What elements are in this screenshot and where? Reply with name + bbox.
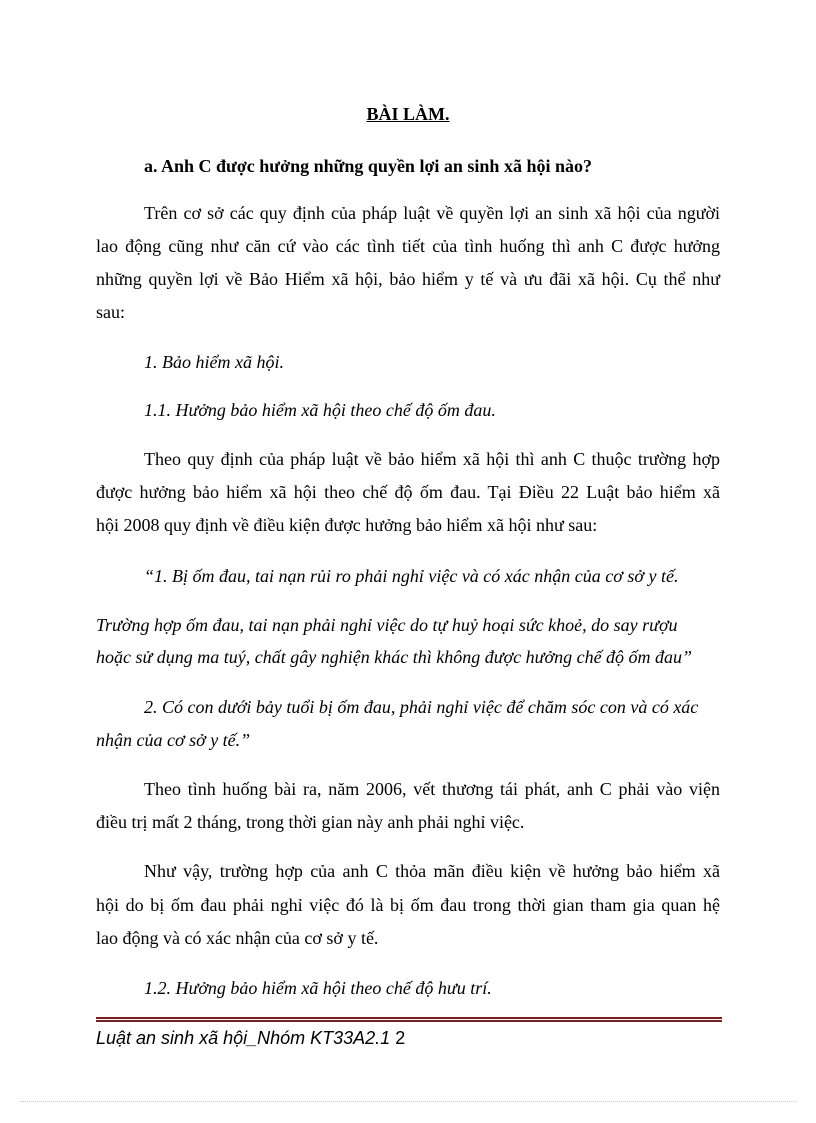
- section-1-2-heading: 1.2. Hưởng bảo hiểm xã hội theo chế độ hưu trí.: [144, 978, 492, 998]
- section-1-heading: 1. Bảo hiểm xã hội.: [144, 352, 284, 372]
- para2-line3: hội 2008 quy định về điều kiện được hưởng bảo hiểm xã hội như sau:: [96, 515, 598, 535]
- page-title: BÀI LÀM.: [366, 104, 450, 124]
- para4-line3: lao động và có xác nhận của cơ sở y tế.: [96, 928, 379, 948]
- quote-line4: 2. Có con dưới bảy tuổi bị ốm đau, phải nghỉ việc để chăm sóc con và có xác: [144, 697, 699, 717]
- para3-line1: Theo tình huống bài ra, năm 2006, vết thương tái phát, anh C phải vào viện: [144, 779, 720, 799]
- heading-a: a. Anh C được hưởng những quyền lợi an sinh xã hội nào?: [144, 156, 592, 176]
- quote-line2: Trường hợp ốm đau, tai nạn phải nghỉ việc do tự huỷ hoại sức khoẻ, do say rượu: [96, 615, 678, 635]
- para4-line1: Như vậy, trường hợp của anh C thỏa mãn điều kiện về hưởng bảo hiểm xã: [144, 861, 720, 881]
- section-1-1-heading: 1.1. Hưởng bảo hiểm xã hội theo chế độ ốm đau.: [144, 400, 496, 420]
- quote-line5: nhận của cơ sở y tế.”: [96, 730, 251, 750]
- para3-line2: điều trị mất 2 tháng, trong thời gian này anh phải nghỉ việc.: [96, 812, 525, 832]
- footer: [96, 1028, 405, 1049]
- para1-line1: Trên cơ sở các quy định của pháp luật về quyền lợi an sinh xã hội của người: [144, 203, 720, 223]
- para2-line1: Theo quy định của pháp luật về bảo hiểm xã hội thì anh C thuộc trường hợp: [144, 449, 720, 469]
- page-bottom-border: [20, 1101, 796, 1102]
- para1-line2: lao động cũng như căn cứ vào các tình tiết của tình huống thì anh C được hưởng: [96, 236, 720, 256]
- footer-label: Luật an sinh xã hội_Nhóm KT33A2.1: [96, 1028, 391, 1048]
- para1-line3: những quyền lợi về Bảo Hiểm xã hội, bảo hiểm y tế và ưu đãi xã hội. Cụ thể như: [96, 269, 720, 289]
- quote-line1: “1. Bị ốm đau, tai nạn rủi ro phải nghỉ việc và có xác nhận của cơ sở y tế.: [144, 566, 679, 586]
- quote-line3: hoặc sử dụng ma tuý, chất gây nghiện khác thì không được hưởng chế độ ốm đau”: [96, 647, 693, 667]
- para4-line2: hội do bị ốm đau phải nghỉ việc đó là bị ốm đau trong thời gian tham gia quan hệ: [96, 895, 720, 915]
- page-number: 2: [395, 1028, 406, 1048]
- para2-line2: được hưởng bảo hiểm xã hội theo chế độ ốm đau. Tại Điều 22 Luật bảo hiểm xã: [96, 482, 720, 502]
- footer-rule: [96, 1017, 722, 1025]
- para1-line4: sau:: [96, 302, 125, 322]
